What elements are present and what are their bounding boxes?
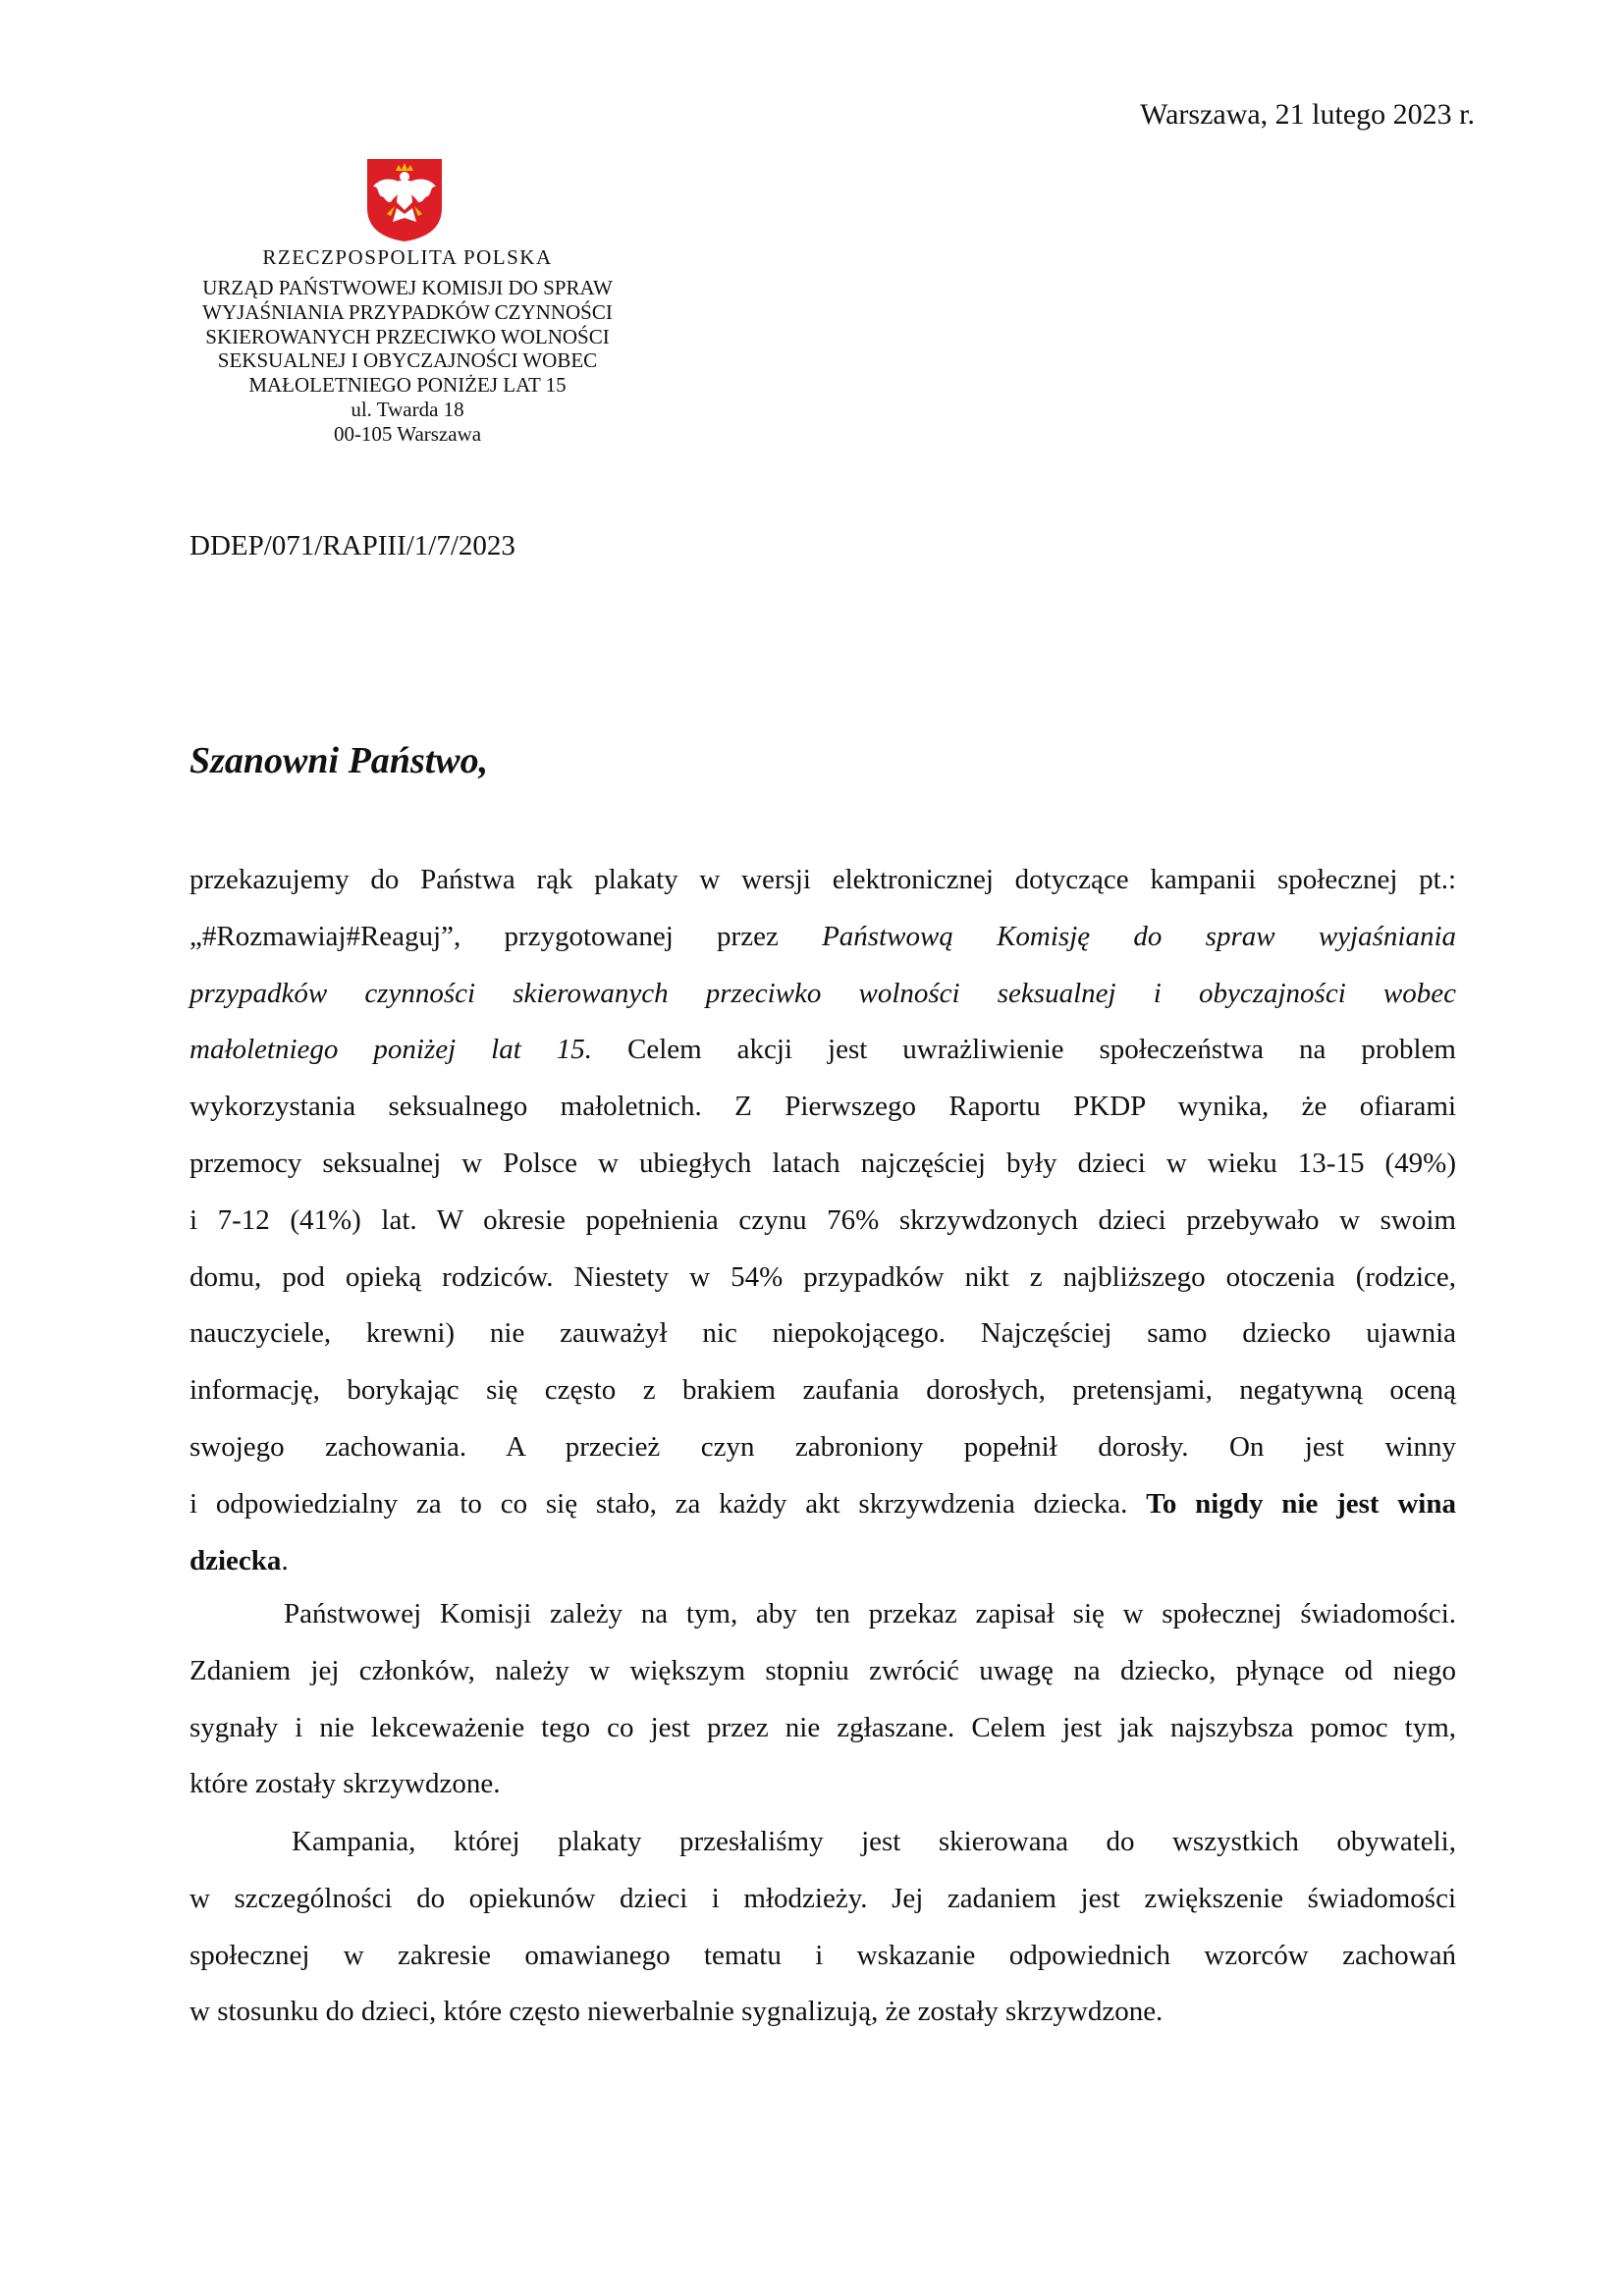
text-line: w stosunku do dzieci, które często niewerbalnie sygnalizują, że zostały skrzywdzone. [189, 1996, 1164, 2028]
text-line: „#Rozmawiaj#Reaguj”, przygotowanej przez Państwową Komisję do spraw wyjaśniania [189, 920, 1457, 952]
office-name-line: URZĄD PAŃSTWOWEJ KOMISJI DO SPRAW [202, 276, 613, 299]
text-line: przypadków czynności skierowanych przeciwko wolności seksualnej i obyczajności wobec [189, 977, 1456, 1009]
text-line: Państwowej Komisji zależy na tym, aby ten przekaz zapisał się w społecznej świadomości. [284, 1598, 1456, 1629]
salutation: Szanowni Państwo, [189, 740, 489, 781]
office-city: 00-105 Warszawa [333, 421, 482, 446]
office-name-line: SKIEROWANYCH PRZECIWKO WOLNOŚCI [205, 324, 610, 348]
text-line: wykorzystania seksualnego małoletnich. Z Pierwszego Raportu PKDP wynika, że ofiarami [189, 1091, 1456, 1123]
text-line: i 7-12 (41%) lat. W okresie popełnienia czynu 76% skrzywdzonych dzieci przebywało w swoim [189, 1203, 1456, 1236]
text-line: w szczególności do opiekunów dzieci i młodzieży. Jej zadaniem jest zwiększenie świadomości [189, 1882, 1456, 1914]
text-line: które zostały skrzywdzone. [189, 1768, 501, 1800]
paragraph-2 [189, 1586, 1456, 1813]
text-line: i odpowiedzialny za to co się stało, za każdy akt skrzywdzenia dziecka. To nigdy nie jest wina [189, 1487, 1456, 1520]
text-line: małoletniego poniżej lat 15. Celem akcji jest uwrażliwienie społeczeństwa na problem [189, 1034, 1456, 1066]
text-line: sygnały i nie lekceważenie tego co jest przez nie zgłaszane. Celem jest jak najszybsza pomoc tym, [189, 1711, 1456, 1743]
reference-number: DDEP/071/RAPIII/1/7/2023 [189, 530, 515, 561]
paragraph-3 [189, 1814, 1456, 2041]
commission-name-italic: Państwową Komisję do spraw wyjaśniania [822, 920, 1457, 952]
emphasis-bold: To nigdy nie jest wina [1146, 1487, 1456, 1520]
text-line: informację, borykając się często z brakiem zaufania dorosłych, pretensjami, negatywną oceną [189, 1374, 1456, 1407]
office-street: ul. Twarda 18 [351, 397, 464, 421]
text-line: swojego zachowania. A przecież czyn zabroniony popełnił dorosły. On jest winny [189, 1430, 1456, 1463]
office-name-line: WYJAŚNIANIA PRZYPADKÓW CZYNNOŚCI [202, 299, 613, 324]
office-name-line: MAŁOLETNIEGO PONIŻEJ LAT 15 [248, 373, 567, 398]
office-name-line: SEKSUALNEJ I OBYCZAJNOŚCI WOBEC [217, 348, 598, 373]
text-line: dziecka. [189, 1544, 289, 1576]
paragraph-1 [189, 852, 1456, 1589]
text-line: przemocy seksualnej w Polsce w ubiegłych latach najczęściej były dzieci w wieku 13-15 (49%) [189, 1147, 1456, 1179]
polish-eagle-emblem-icon [365, 157, 444, 243]
text-line: Kampania, której plakaty przesłaliśmy jest skierowana do wszystkich obywateli, [292, 1826, 1456, 1857]
text-line: domu, pod opieką rodziców. Niestety w 54% przypadków nikt z najbliższego otoczenia (rodzice, [189, 1260, 1456, 1293]
letter-date: Warszawa, 21 lutego 2023 r. [1140, 98, 1475, 131]
office-letterhead [167, 245, 648, 447]
text-line: społecznej w zakresie omawianego tematu i wskazanie odpowiednich wzorców zachowań [189, 1939, 1456, 1971]
text-line: nauczyciele, krewni) nie zauważył nic niepokojącego. Najczęściej samo dziecko ujawnia [189, 1317, 1456, 1350]
country-name: RZECZPOSPOLITA POLSKA [262, 245, 553, 269]
text-line: Zdaniem jej członków, należy w większym stopniu zwrócić uwagę na dziecko, płynące od niego [189, 1654, 1456, 1686]
text-line: przekazujemy do Państwa rąk plakaty w wersji elektronicznej dotyczące kampanii społecznej pt.: [189, 864, 1456, 895]
emphasis-bold: dziecka [189, 1544, 282, 1576]
